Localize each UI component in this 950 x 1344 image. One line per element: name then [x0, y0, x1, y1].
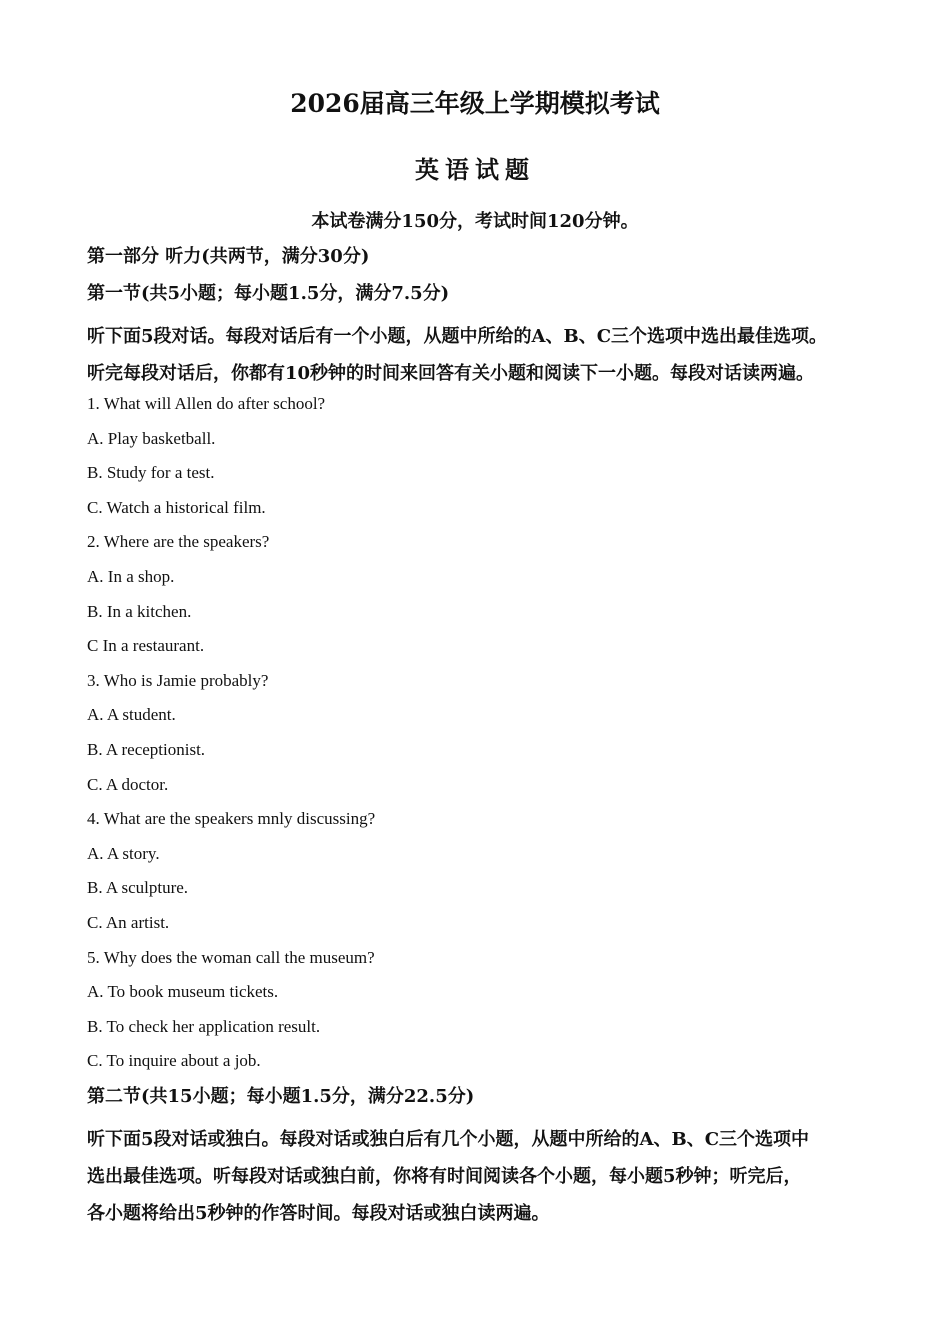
section2-instruction-line: 选出最佳选项。听每段对话或独白前，你将有时间阅读各个小题，每小题5秒钟；听完后， — [87, 1165, 802, 1187]
option-line: A. In a shop. — [87, 566, 175, 586]
exam-title: 2026届高三年级上学期模拟考试 — [290, 89, 660, 118]
option-line: B. To check her application result. — [87, 1016, 321, 1036]
score-info: 本试卷满分150分，考试时间120分钟。 — [311, 211, 639, 232]
section2-instruction-line: 各小题将给出5秒钟的作答时间。每段对话或独白读两遍。 — [87, 1202, 550, 1224]
option-line: B. In a kitchen. — [87, 601, 192, 621]
option-line: C In a restaurant. — [87, 636, 205, 656]
section1-instruction-line: 听完每段对话后，你都有10秒钟的时间来回答有关小题和阅读下一小题。每段对话读两遍。 — [87, 363, 815, 384]
section1-heading: 第一节(共5小题；每小题1.5分，满分7.5分) — [87, 283, 450, 304]
option-line: C. A doctor. — [87, 774, 169, 794]
option-line: A. To book museum tickets. — [87, 982, 279, 1002]
subject-title: 英语试题 — [415, 155, 535, 184]
option-line: A. Play basketball. — [87, 428, 216, 448]
option-line: C. Watch a historical film. — [87, 497, 266, 517]
part1-heading: 第一部分 听力(共两节，满分30分) — [87, 246, 370, 267]
question-1: 1. What will Allen do after school? — [87, 394, 326, 413]
option-line: C. To inquire about a job. — [87, 1051, 261, 1071]
question-4: 4. What are the speakers mnly discussing? — [87, 809, 376, 829]
section2-heading: 第二节(共15小题；每小题1.5分，满分22.5分) — [87, 1085, 475, 1107]
option-line: B. A sculpture. — [87, 878, 189, 898]
section1-instruction-line: 听下面5段对话。每段对话后有一个小题，从题中所给的A、B、C三个选项中选出最佳选项。 — [87, 326, 828, 347]
option-line: C. An artist. — [87, 912, 170, 932]
option-line: A. A student. — [87, 705, 176, 725]
question-3: 3. Who is Jamie probably? — [87, 670, 269, 690]
option-line: A. A story. — [87, 843, 160, 863]
option-line: B. A receptionist. — [87, 739, 206, 759]
option-line: B. Study for a test. — [87, 463, 215, 483]
exam-content — [87, 244, 887, 1232]
question-5: 5. Why does the woman call the museum? — [87, 947, 375, 967]
section2-instruction-line: 听下面5段对话或独白。每段对话或独白后有几个小题，从题中所给的A、B、C三个选项中 — [87, 1128, 810, 1150]
question-2: 2. Where are the speakers? — [87, 532, 270, 552]
